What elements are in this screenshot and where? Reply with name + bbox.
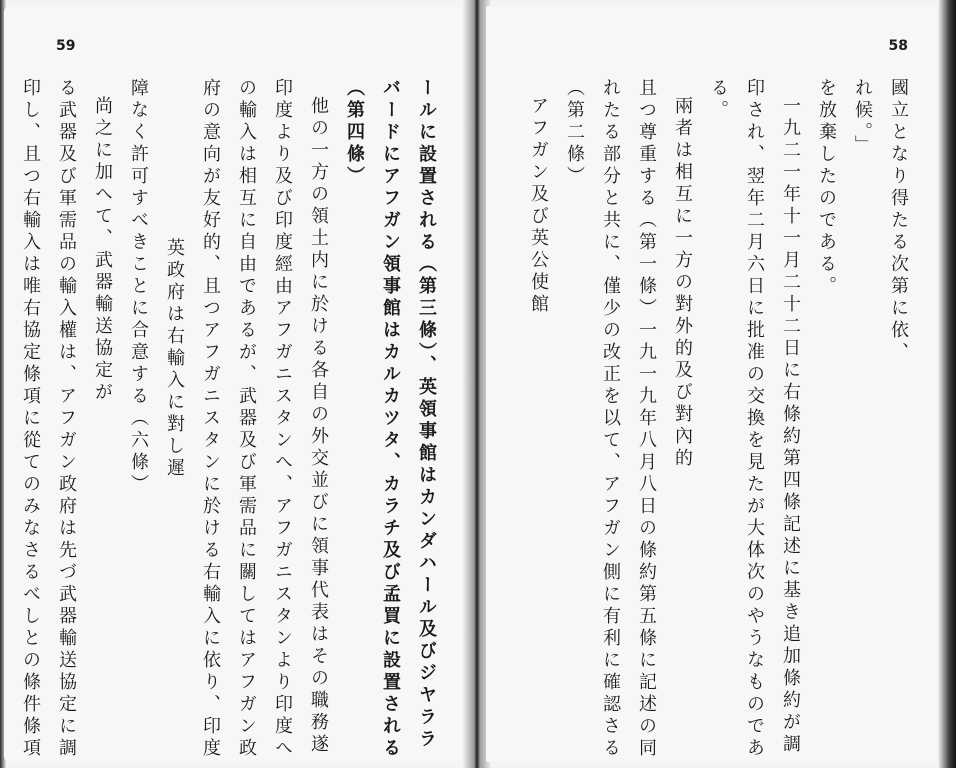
text-line: の輸入は相互に自由であるが、武器及び軍需品に關してはアフガン政 [236,78,257,760]
text-line: （第四條） [344,78,365,188]
page-number-left: 59 [56,38,76,54]
text-line: 且つ尊重する（第一條）一九一九年八月八日の條約第五條に記述の同 [636,78,657,760]
text-line: 兩者は相互に一方の對外的及び對內的 [672,96,693,470]
text-line: 英政府は右輸入に對し遲 [164,238,185,480]
text-line: 一九二一年十一月二十二日に右條約第四條記述に基き追加條約が調 [780,96,801,756]
text-line: る。 [708,78,729,122]
page-number-right: 58 [888,38,908,54]
text-line: れたる部分と共に、僅少の改正を以て、アフガン側に有利に確認さる [600,78,621,760]
right-page [486,6,938,762]
text-line: 尚之に加へて、武器輸送協定が [92,96,113,404]
text-line: れ候。」 [852,78,873,157]
text-line: バードにアフガン領事館はカルカツタ、カラチ及び孟買に設置される [380,78,401,760]
right-page-text [506,78,916,760]
left-page [4,6,468,762]
scan-edge-right [938,0,956,768]
text-line: 印度より及び印度經由アフガニスタンへ、アフガニスタンより印度へ [272,78,293,760]
text-line: （第二條） [564,78,585,188]
text-line: ールに設置される（第三條）、英領事館はカンダハール及びジヤララ [416,78,437,751]
text-line: 他の一方の領土内に於ける各自の外交並びに領事代表はその職務遂 [308,96,329,756]
text-line: 國立となり得たる次第に依、 [888,78,909,364]
text-line: アフガン及び英公使館 [528,96,549,316]
left-page-text [20,78,444,760]
text-line: を放棄したのである。 [816,78,837,298]
text-line: る武器及び軍需品の輸入權は、アフガン政府は先づ武器輸送協定に調 [56,78,77,760]
text-line: 印され、翌年二月六日に批准の交換を見たが大体次のやうなものであ [744,78,765,760]
text-line: 印し、且つ右輸入は唯右協定條項に從てのみなさるべしとの條件條項 [20,78,41,760]
text-line: 府の意向が友好的、且つアフガニスタンに於ける右輸入に依り、印度 [200,78,221,760]
text-line: 障なく許可すべきことに合意する（六條） [128,78,149,496]
